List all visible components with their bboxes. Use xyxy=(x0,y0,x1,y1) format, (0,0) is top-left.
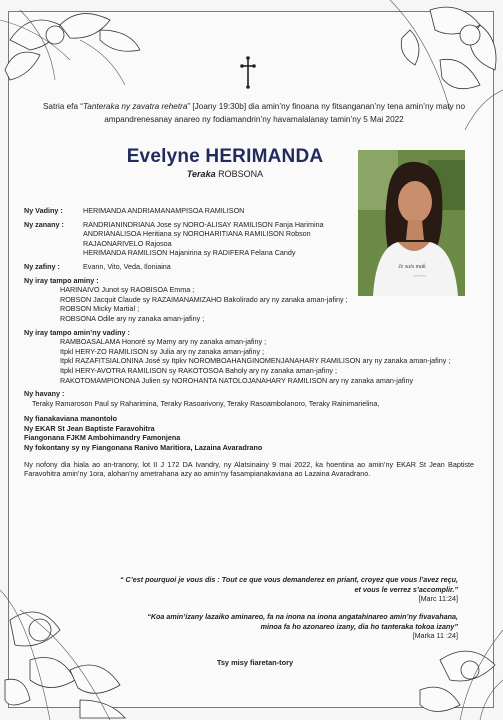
spouse-sibling-item: Itpkl HERY-AVOTRA RAMILISON sy RAKOTOSOA Baholy ary ny zanaka aman-jafiny ; xyxy=(60,365,337,375)
spouse-siblings-label: Ny iray tampo amin’ny vadiny : xyxy=(24,327,130,337)
grandchildren-label: Ny zafiny : xyxy=(24,261,60,271)
spouse-sibling-item: RAKOTOMAMPIONONA Julien sy NOROHANTA NATOLOJANAHARY RAMILISON ary ny zanaka aman-jafiny xyxy=(60,375,414,385)
organizations-list xyxy=(24,414,474,452)
quote-line: “ C’est pourquoi je vous dis : Tout ce que vous demanderez en priant, croyez que vous l’avez reçu, xyxy=(119,575,458,584)
spouse-sibling-item: Itpkl HERY-ZO RAMILISON sy Julia ary ny zanaka aman-jafiny ; xyxy=(60,346,265,356)
siblings-label: Ny iray tampo aminy : xyxy=(24,275,99,285)
children-label: Ny zanany : xyxy=(24,219,64,229)
children-list xyxy=(83,220,474,258)
spouse-row xyxy=(24,206,474,216)
relatives-label: Ny havany : xyxy=(24,389,65,399)
spouse-value: HERIMANDA ANDRIAMANAMPISOA RAMILISON xyxy=(83,206,245,215)
quote-line: et vous le verrez s’accomplir.” xyxy=(354,584,458,594)
organization-item: Ny fianakaviana manontolo xyxy=(24,414,118,424)
cross-icon xyxy=(240,55,256,89)
quote-line: “Koa amin’izany lazaiko aminareo, fa na inona na inona angatahinareo amin’ny fivavahana, xyxy=(147,612,458,621)
sibling-item: ROBSON Jacquit Claude sy RAZAIMANAMIZAHO Bakolirado ary ny zanaka aman-jafiny ; xyxy=(60,294,348,304)
grandchildren-row xyxy=(24,262,474,272)
family-section xyxy=(24,206,474,479)
organization-item: Ny EKAR St Jean Baptiste Faravohitra xyxy=(24,423,155,433)
alias-prefix: Teraka xyxy=(186,169,216,179)
intro-post: ” [Joany 19:30b] dia amin’ny finoana ny fitsanganan’ny tena amin’ny maty no ampandrenesanay anareo ny fodiamandrin’ny havamalalanay tamin’ny 5 Mai 2022 xyxy=(104,102,466,124)
deceased-name: Evelyne HERIMANDA xyxy=(126,146,324,167)
intro-pre: Satria efa “ xyxy=(42,102,84,111)
children-row xyxy=(24,220,474,258)
organization-item: Fiangonana FJKM Ambohimandry Famonjena xyxy=(24,433,181,443)
alias-name: ROBSONA xyxy=(218,169,264,179)
intro-quote: Tanteraka ny zavatra rehetra xyxy=(83,102,188,111)
children-item: RANDRIANINDRIANA Jose sy NORO-ALISAY RAMILISON Fanja Harimina xyxy=(83,219,324,229)
deceased-maiden-name xyxy=(60,169,390,179)
flower-decoration-top-left xyxy=(0,0,150,95)
spouse-siblings-list xyxy=(24,337,474,385)
children-item: RAJAONARIVELO Rajosoa xyxy=(83,238,172,248)
children-item: HERIMANDA RAMILISON Hajanirina sy RADIFERA Felana Candy xyxy=(83,248,296,258)
sibling-item: ROBSONA Odile ary ny zanaka aman-jafiny ; xyxy=(60,313,205,323)
sibling-item: ROBSON Micky Martial ; xyxy=(60,304,140,314)
svg-text:Je suis mak: Je suis mak xyxy=(398,264,426,270)
intro-text xyxy=(34,100,474,126)
svg-text:~~~~: ~~~~ xyxy=(413,274,426,280)
quote-line: minoa fa ho azonareo izany, dia ho tanteraka tokoa izany” xyxy=(260,621,458,631)
spouse-sibling-item: RAMBOASALAMA Honoré sy Mamy ary ny zanaka aman-jafiny ; xyxy=(60,337,267,347)
children-item: ANDRIANALISOA Heritiana sy NOROHARITIANA RAMILISON Robson xyxy=(83,229,311,239)
quote-french xyxy=(110,575,458,604)
relatives-value: Teraky Ramaroson Paul sy Raharimina, Teraky Rasoarivony, Teraky Rasoambolanoro, Teraky Rainimarielina, xyxy=(32,398,380,408)
quote-malagasy xyxy=(110,612,458,641)
grandchildren-value: Evann, Vito, Veda, Iloniaina xyxy=(83,261,171,271)
quote-reference: [Marka 11 :24] xyxy=(412,631,458,641)
spouse-sibling-item: Itpkl RAZAFITSIALONINA José sy Itpkv NOROMBOAHANGINOMENJANAHARY RAMILISON ary ny zanaka aman-jafiny ; xyxy=(60,356,451,366)
closing-note: Tsy misy fiaretan-tory xyxy=(216,658,294,667)
quote-reference: [Marc 11:24] xyxy=(418,594,458,604)
funeral-details: Ny nofony dia hiala ao an-tranony, lot II J 172 DA Ivandry, ny Alatsinainy 9 mai 2022, ka hoentina ao amin’ny EKAR St Jean Baptiste Faravohitra amin’ny 1ora, alohan’ny ametrahana azy ao amin’ny fasampianakaviana ao Lazaina Avaradrano. xyxy=(24,459,474,479)
spouse-label: Ny Vadiny : xyxy=(24,206,63,215)
sibling-item: HARINAIVO Junot sy RAOBISOA Emma ; xyxy=(60,285,195,295)
organization-item: Ny fokontany sy ny Fiangonana Ranivo Maritiora, Lazaina Avaradrano xyxy=(24,443,263,453)
siblings-list xyxy=(24,285,474,323)
